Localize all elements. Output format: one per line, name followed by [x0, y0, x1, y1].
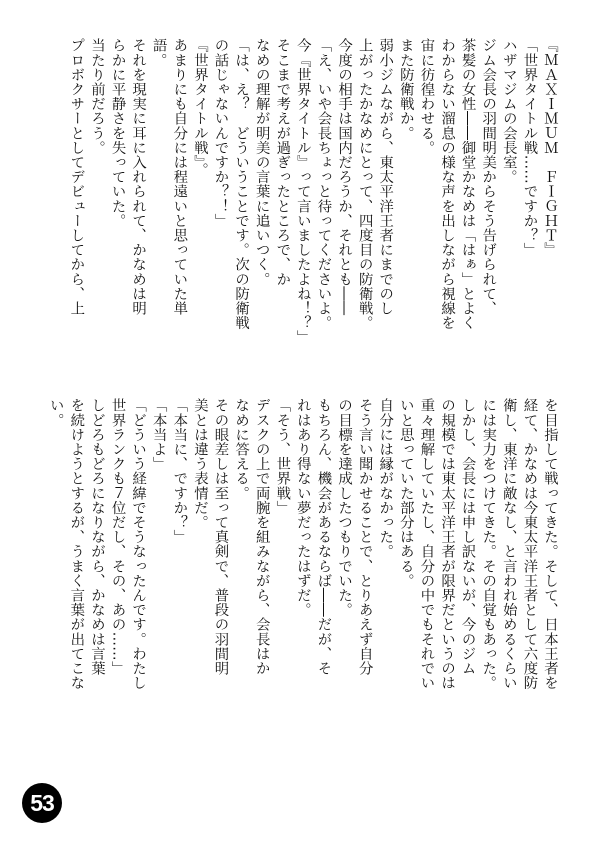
text-line: 「え、いや会長ちょっと待ってくださいよ。: [315, 38, 332, 330]
text-line: 「本当に、ですか？」: [171, 398, 188, 544]
text-line: 当たり前だろう。: [88, 38, 105, 155]
text-line: 「そう、世界戦」: [274, 398, 291, 515]
text-line: ハザマジムの会長室。: [500, 38, 517, 184]
text-line: 美とは違う表情だ。: [191, 398, 208, 530]
text-line: 宙に彷徨わせる。: [418, 38, 435, 155]
page-number-badge: 53: [22, 783, 62, 823]
text-line: の話じゃないんですか？！」: [212, 38, 229, 228]
text-line: わからない溜息の様な声を出しながら視線を: [439, 38, 456, 330]
text-line: そう言い聞かせることで、とりあえず自分: [356, 398, 373, 676]
text-line: 「は、え？ どういうことです。次の防衛戦: [233, 38, 250, 330]
text-line: 衛し、東洋に敵なし、と言われ始めるくらい: [500, 398, 517, 690]
text-line: 「どういう経緯でそうなったんです。わたし: [130, 398, 147, 690]
text-line: ジム会長の羽間明美からそう告げられて、: [480, 38, 497, 316]
text-line: なめに答える。: [233, 398, 250, 501]
text-line: れはあり得ない夢だったはずだ。: [294, 398, 311, 617]
text-line: を目指して戦ってきた。そして、日本王者を: [542, 398, 558, 690]
text-line: しどろもどろになりながら、かなめは言葉: [88, 398, 105, 676]
text-line: 「世界タイトル戦……ですか？」: [521, 38, 538, 257]
text-line: 今度の相手は国内だろうか、それとも――: [336, 38, 353, 316]
text-line: の規模では東太平洋王者が限界だというのは: [439, 398, 456, 690]
text-line: いと思っていた部分はある。: [397, 398, 414, 588]
text-line: 『ＭＡＸＩＭＵＭ ＦＩＧＨＴ』: [542, 38, 558, 257]
text-line: デスクの上で両腕を組みながら、会長はか: [253, 398, 270, 676]
text-line: い。: [47, 398, 64, 428]
text-line: その眼差しは至って真剣で、普段の羽間明: [212, 398, 229, 676]
text-line: 弱小ジムながら、東太平洋王者にまでのし: [377, 38, 394, 316]
text-line: 茶髪の女性――御堂かなめは「はぁ」とよく: [459, 38, 476, 330]
text-line: 経て、かなめは今東太平洋王者として六度防: [521, 398, 538, 690]
text-line: あまりにも自分には程遠いと思っていた単: [171, 38, 188, 316]
text-line: 語。: [150, 38, 167, 68]
text-line: また防衛戦か。: [397, 38, 414, 141]
text-line: 重々理解していたし、自分の中でもそれでい: [418, 398, 435, 690]
text-line: の目標を達成したつもりでいた。: [336, 398, 353, 617]
text-line: なめの理解が明美の言葉に追いつく。: [253, 38, 270, 287]
text-line: 自分には縁がなかった。: [377, 398, 394, 559]
text-line: 今『世界タイトル』って言いましたよね！？」: [294, 38, 311, 345]
text-line: 「本当よ」: [150, 398, 167, 471]
text-line: には実力をつけてきた。その自覚もあった。: [480, 398, 497, 690]
text-line: 『世界タイトル戦』。: [191, 38, 208, 177]
text-line: もちろん、機会があるならば――だが、そ: [315, 398, 332, 676]
text-line: らかに平静さを失っていた。: [109, 38, 126, 228]
text-line: 世界ランクも７位だし、その、あの……」: [109, 398, 126, 676]
text-line: を続けようとするが、うまく言葉が出てこな: [68, 398, 85, 690]
text-line: それを現実に耳に入れられて、かなめは明: [130, 38, 147, 316]
lower-text-block: [45, 398, 560, 728]
text-line: そこまで考えが過ぎったところで、か: [274, 38, 291, 287]
text-line: プロボクサーとしてデビューしてから、上: [68, 38, 85, 316]
text-line: 上がったかなめにとって、四度目の防衛戦。: [356, 38, 373, 330]
upper-text-block: [66, 38, 560, 354]
text-line: しかし、会長には申し訳ないが、今のジム: [459, 398, 476, 676]
